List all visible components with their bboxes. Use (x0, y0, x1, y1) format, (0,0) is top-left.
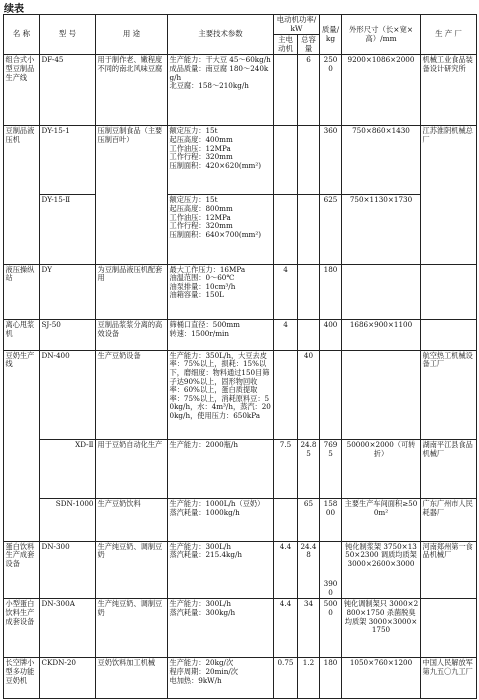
cell-dims: 9200×1086×2000 (342, 55, 421, 126)
param-line: 最大工作压力：16MPa (169, 264, 246, 274)
param-line: 生产能力：2000瓶/h (169, 440, 238, 450)
cell-params (168, 498, 274, 541)
cell-power-main (274, 195, 298, 264)
cell-maker (421, 320, 477, 350)
cell-mass: 3900 (320, 541, 342, 599)
cell-mass: 360 (320, 126, 342, 195)
param-line: 额定压力：15t (169, 195, 218, 205)
param-line: 起压高度：400mm (169, 135, 233, 145)
param-line: 筛桶口直径：500mm (169, 320, 240, 330)
cell-name: 豆奶生产线 (4, 350, 40, 541)
param-line: 工作油压：12MPa (169, 143, 231, 153)
cell-power-main: 0.75 (274, 658, 298, 699)
cell-dims: 钝化调制架只 3000×2800×1750 杀菌脱臭均质架 3000×3000×1750 (342, 599, 421, 658)
cell-maker: 湖南平江县食品机械厂 (421, 440, 477, 499)
cell-power-total: 34 (298, 599, 320, 658)
cell-dims: 钝化制浆架 3750×1350×2300 调质均质架 3000×2600×3000 (342, 541, 421, 599)
cell-params (168, 195, 274, 264)
cell-power-total (298, 195, 320, 264)
cell-model: DN-400 (40, 350, 96, 439)
table-row (4, 320, 477, 350)
cell-power-main: 4 (274, 264, 298, 320)
param-line: 油温范围：0～60℃ (169, 273, 235, 283)
param-line: 起压高度：800mm (169, 204, 233, 214)
cell-name: 组合式小型豆制品生产线 (4, 55, 40, 126)
param-line: 工作行程：320mm (169, 221, 233, 231)
cell-power-main: 4 (274, 320, 298, 350)
cell-model: SJ-50 (40, 320, 96, 350)
cell-mass: 7695 (320, 440, 342, 499)
cell-params (168, 658, 274, 699)
cell-dims (342, 264, 421, 320)
cell-use: 生产豆奶设备 (96, 350, 168, 439)
cell-name: 液压操纵站 (4, 264, 40, 320)
cell-maker: 河南郑州第一食品机械厂 (421, 541, 477, 599)
cell-power-main (274, 126, 298, 195)
cell-mass: 15800 (320, 498, 342, 541)
table-row (4, 498, 477, 541)
header-use: 用 途 (96, 15, 168, 55)
param-line: 生产能力：1000L/h（豆奶） (169, 498, 265, 508)
cell-maker: 广东广州市人民耗器厂 (421, 498, 477, 541)
param-line: 压制面积：640×700(mm²) (169, 229, 262, 239)
header-dims: 外形尺寸（长×宽×高）/mm (342, 15, 421, 55)
cell-dims (342, 350, 421, 439)
cell-power-total: 40 (298, 350, 320, 439)
param-line: 电加热：9kW/h (169, 675, 222, 685)
cell-power-main (274, 350, 298, 439)
cell-power-total (298, 126, 320, 195)
cell-use: 用于豆奶自动化生产 (96, 440, 168, 499)
param-line: 生产能力：干大豆 45～60kg/h (169, 55, 271, 65)
cell-model: DN-300A (40, 599, 96, 658)
cell-power-total: 24.85 (298, 440, 320, 499)
param-line: 工作行程：320mm (169, 152, 233, 162)
cell-model: DY-15-1 (40, 126, 96, 195)
cell-model: XD-Ⅱ (40, 440, 96, 499)
cell-params (168, 440, 274, 499)
cell-dims: 主要生产车间面积≥500m² (342, 498, 421, 541)
cell-name: 蛋白饮料生产成套设备 (4, 541, 40, 599)
cell-power-total: 6 (298, 55, 320, 126)
cell-params (168, 350, 274, 439)
cell-maker: 机械工业食品装备设计研究所 (421, 55, 477, 126)
param-line: 北豆腐：158～210kg/h (169, 81, 249, 91)
table-row (4, 195, 477, 264)
cell-mass: 180 (320, 264, 342, 320)
cell-name: 豆制品液压机 (4, 126, 40, 264)
param-line: 程序周期：20min/次 (169, 666, 238, 676)
cell-use: 压制豆制食品（主要压制百叶） (96, 126, 168, 264)
cell-maker (421, 264, 477, 320)
header-maker: 生 产 厂 (421, 15, 477, 55)
cell-mass: 625 (320, 195, 342, 264)
cell-power-main: 4.4 (274, 541, 298, 599)
param-line: 蒸汽耗量：1000kg/h (169, 507, 240, 517)
table-row (4, 126, 477, 195)
cell-model: DY (40, 264, 96, 320)
cell-use: 生产纯豆奶、调制豆奶 (96, 541, 168, 599)
cell-maker: 航空热工机械设备工厂 (421, 350, 477, 439)
cell-model: CKDN-20 (40, 658, 96, 699)
cell-params (168, 320, 274, 350)
cell-model: SDN-1000 (40, 498, 96, 541)
cell-maker (421, 599, 477, 658)
cell-use: 豆奶饮料加工机械 (96, 658, 168, 699)
param-line: 生产能力：20kg/次 (169, 658, 234, 668)
cell-power-total: 65 (298, 498, 320, 541)
param-line: 油泵排量：10cm³/h (169, 281, 236, 291)
cell-power-total (298, 320, 320, 350)
cell-mass (320, 350, 342, 439)
table-row (4, 264, 477, 320)
table-row (4, 658, 477, 699)
cell-use: 豆制品浆浆分离的高效设备 (96, 320, 168, 350)
header-mass: 质量/kg (320, 15, 342, 55)
cell-mass: 400 (320, 320, 342, 350)
cell-dims: 750×860×1430 (342, 126, 421, 195)
cell-mass: 180 (320, 658, 342, 699)
cell-mass: 5000 (320, 599, 342, 658)
cell-model: DN-300 (40, 541, 96, 599)
param-line: 压制面积：420×620(mm²) (169, 160, 262, 170)
param-line: 生产能力：350L/h，大豆去皮率：75%以上，损耗：15%以下，磨细度：物料通过150目筛子达90%以上，固形物回收率：60%以上，蛋白质提取率：75%以上，消耗原料豆：50kg/h，水：4m³/h，蒸汽：200kg/h，使用压力：650kPa (169, 350, 271, 420)
table-row (4, 350, 477, 439)
param-line: 成品质量：南豆腐 180～240kg/h (169, 63, 269, 82)
cell-params (168, 541, 274, 599)
cell-power-main: 4.4 (274, 599, 298, 658)
param-line: 额定压力：15t (169, 126, 218, 136)
cell-model: DY-15-Ⅱ (40, 195, 96, 264)
header-power-total: 总容量 (298, 35, 320, 55)
cell-mass: 2500 (320, 55, 342, 126)
cell-name: 离心甩浆机 (4, 320, 40, 350)
page-caption: 续表 (4, 4, 24, 15)
header-params: 主要技术参数 (168, 15, 274, 55)
cell-power-total: 1.2 (298, 658, 320, 699)
cell-name: 小型蛋白饮料生产成套设备 (4, 599, 40, 658)
param-line: 蒸汽耗量：300kg/h (169, 608, 236, 618)
cell-name: 长空牌小型多功能豆奶机 (4, 658, 40, 699)
table-row (4, 440, 477, 499)
header-power: 电动机功率/kW (274, 15, 320, 35)
param-line: 生产能力：300L/h (169, 541, 231, 551)
cell-params (168, 264, 274, 320)
cell-params (168, 599, 274, 658)
cell-power-total: 24.48 (298, 541, 320, 599)
cell-model: DF-45 (40, 55, 96, 126)
header-power-main: 主电动机 (274, 35, 298, 55)
cell-maker: 中国人民解放军第九五〇九工厂 (421, 658, 477, 699)
param-line: 转速：1500r/min (169, 328, 229, 338)
cell-dims: 750×1130×1730 (342, 195, 421, 264)
param-line: 工作油压：12MPa (169, 212, 231, 222)
cell-power-main: 7.5 (274, 440, 298, 499)
param-line: 蒸汽耗量：215.4kg/h (169, 550, 243, 560)
equipment-spec-table (3, 14, 477, 699)
cell-power-main (274, 55, 298, 126)
cell-use: 生产豆奶饮料 (96, 498, 168, 541)
cell-dims: 1050×760×1200 (342, 658, 421, 699)
cell-use: 生产纯豆奶、调制豆奶 (96, 599, 168, 658)
table-row (4, 599, 477, 658)
cell-dims: 50000×2000（可转折） (342, 440, 421, 499)
cell-params (168, 55, 274, 126)
cell-power-main (274, 498, 298, 541)
cell-use: 用于制作老、嫩程度不同的南北风味豆腐 (96, 55, 168, 126)
table-row (4, 541, 477, 599)
cell-params (168, 126, 274, 195)
cell-use: 为豆制品液压机配套用 (96, 264, 168, 320)
cell-maker: 江苏淮阴机械总厂 (421, 126, 477, 264)
table-row (4, 55, 477, 126)
header-model: 型 号 (40, 15, 96, 55)
cell-dims: 1686×900×1100 (342, 320, 421, 350)
param-line: 油箱容量：150L (169, 290, 224, 300)
header-name: 名 称 (4, 15, 40, 55)
param-line: 生产能力：300L/h (169, 599, 231, 609)
cell-power-total (298, 264, 320, 320)
